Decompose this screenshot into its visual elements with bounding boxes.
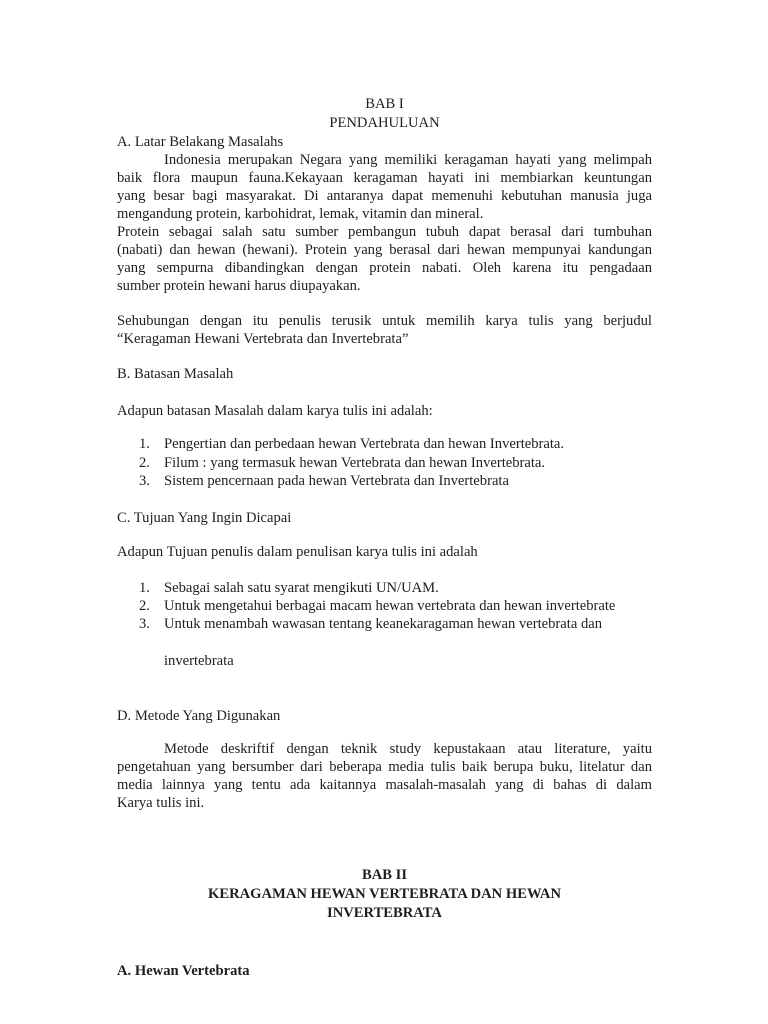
chapter-subtitle: INVERTEBRATA	[327, 905, 442, 921]
list-number: 2.	[139, 455, 150, 471]
chapter-subtitle: KERAGAMAN HEWAN VERTEBRATA DAN HEWAN	[207, 886, 561, 902]
chapter-title: BAB I	[365, 96, 404, 112]
list-item	[139, 454, 659, 472]
paragraph-line: Karya tulis ini.	[117, 795, 205, 811]
paragraph-line: yang besar bagi masyarakat. Di antaranya dapat memenuhi kebutuhan manusia juga	[117, 188, 652, 204]
section-intro: Adapun Tujuan penulis dalam penulisan karya tulis ini adalah	[117, 544, 478, 560]
chapter-subtitle: PENDAHULUAN	[329, 115, 440, 131]
list-number: 3.	[139, 473, 150, 489]
paragraph-line: Sehubungan dengan itu penulis terusik untuk memilih karya tulis yang berjudul	[117, 313, 652, 329]
list-text: Untuk mengetahui berbagai macam hewan vertebrata dan hewan invertebrate	[164, 598, 616, 614]
paragraph-line: media lainnya yang tentu ada kaitannya masalah-masalah yang di bahas di dalam	[117, 777, 652, 793]
paragraph-line: sumber protein hewani harus diupayakan.	[117, 278, 361, 294]
list-number: 1.	[139, 580, 150, 596]
list-text: Sebagai salah satu syarat mengikuti UN/UAM.	[164, 580, 439, 596]
list-text: Untuk menambah wawasan tentang keanekaragaman hewan vertebrata dan	[164, 616, 603, 632]
paragraph-line: (nabati) dan hewan (hewani). Protein yang berasal dari hewan mempunyai kandungan	[117, 242, 652, 258]
paragraph-line: mengandung protein, karbohidrat, lemak, vitamin dan mineral.	[117, 206, 484, 222]
section-heading: D. Metode Yang Digunakan	[117, 708, 281, 724]
paragraph-line: Indonesia merupakan Negara yang memiliki keragaman hayati yang melimpah	[164, 152, 652, 168]
paragraph-line: Metode deskriftif dengan teknik study kepustakaan atau literature, yaitu	[164, 741, 652, 757]
paragraph-line: Protein sebagai salah satu sumber pembangun tubuh dapat berasal dari tumbuhan	[117, 224, 652, 240]
list-number: 1.	[139, 436, 150, 452]
list-item	[139, 615, 659, 633]
list-text: Pengertian dan perbedaan hewan Vertebrata dan hewan Invertebrata.	[164, 436, 565, 452]
section-heading: B. Batasan Masalah	[117, 366, 234, 382]
list-continuation: invertebrata	[164, 653, 234, 669]
list-number: 2.	[139, 598, 150, 614]
section-heading: C. Tujuan Yang Ingin Dicapai	[117, 510, 292, 526]
section-heading: A. Hewan Vertebrata	[117, 963, 250, 979]
paragraph-line: yang sempurna dibandingkan dengan protein nabati. Oleh karena itu pengadaan	[117, 260, 652, 276]
list-item	[139, 435, 659, 453]
list-number: 3.	[139, 616, 150, 632]
list-item	[139, 579, 659, 597]
list-text: Sistem pencernaan pada hewan Vertebrata dan Invertebrata	[164, 473, 509, 489]
paragraph-line: baik flora maupun fauna.Kekayaan keragaman hayati ini membiarkan keuntungan	[117, 170, 652, 186]
paragraph-line: pengetahuan yang bersumber dari beberapa media tulis baik berupa buku, litelatur dan	[117, 759, 652, 775]
section-heading: A. Latar Belakang Masalahs	[117, 134, 284, 150]
list-item	[139, 597, 659, 615]
section-intro: Adapun batasan Masalah dalam karya tulis ini adalah:	[117, 403, 433, 419]
list-item	[139, 472, 659, 490]
paragraph-line: “Keragaman Hewani Vertebrata dan Invertebrata”	[117, 331, 409, 347]
chapter-title: BAB II	[361, 867, 407, 883]
list-text: Filum : yang termasuk hewan Vertebrata dan hewan Invertebrata.	[164, 455, 546, 471]
